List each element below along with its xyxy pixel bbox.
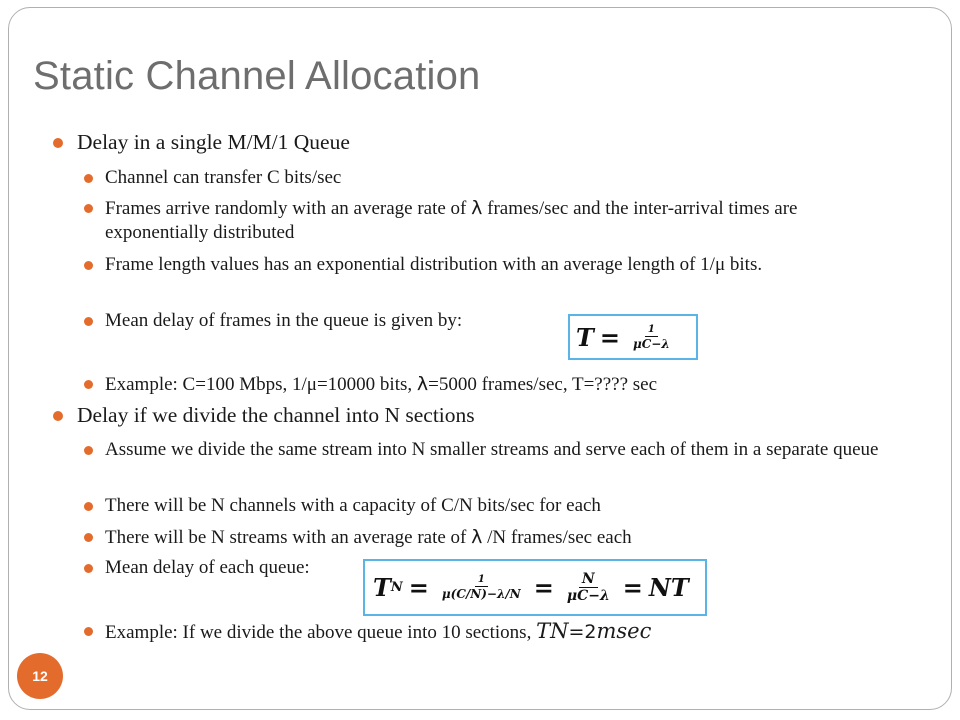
bullet-dot (84, 204, 93, 213)
lambda-symbol: λ (471, 197, 483, 219)
section1-bullet-4: Mean delay of frames in the queue is given by: (105, 309, 565, 333)
bullet-dot (84, 174, 93, 183)
section1-bullet-5: Example: C=100 Mbps, 1/μ=10000 bits, λ=5000 frames/sec, T=???? sec (105, 372, 895, 397)
section1-bullet-1: Channel can transfer C bits/sec (105, 166, 895, 190)
bullet-dot (84, 627, 93, 636)
formula-fraction: $\frac{1}{\mu C-\lambda}$ (632, 323, 670, 351)
bullet-dot (53, 411, 63, 421)
slide-title: Static Channel Allocation (33, 54, 481, 98)
bullet-dot (84, 317, 93, 326)
section2-bullet-5: Example: If we divide the above queue into 10 sections, TN=2msec (105, 619, 895, 645)
lambda-symbol: λ (416, 373, 429, 395)
section2-bullet-2: There will be N channels with a capacity of C/N bits/sec for each (105, 494, 895, 518)
section1-bullet-3: Frame length values has an exponential distribution with an average length of 1/μ bits. (105, 253, 895, 277)
bullet-dot (84, 502, 93, 511)
mean-delay-formula: T = $\frac{1}{\mu C-\lambda}$ (568, 314, 698, 360)
bullet-dot (84, 380, 93, 389)
bullet-dot (84, 446, 93, 455)
section1-bullet-2: Frames arrive randomly with an average rate of λ frames/sec and the inter-arrival times are exponentially distributed (105, 196, 895, 245)
formula-fraction-1: $\frac{1}{\mu(C/N)-\lambda/N}$ (441, 574, 521, 601)
bullet-dot (53, 138, 63, 148)
section2-heading: Delay if we divide the channel into N sections (77, 403, 475, 428)
bullet-dot (84, 261, 93, 270)
lambda-symbol: λ (471, 526, 483, 548)
slide-number-badge: 12 (17, 653, 63, 699)
section1-heading: Delay in a single M/M/1 Queue (77, 130, 350, 155)
per-queue-delay-formula: T N = $\frac{1}{\mu(C/N)-\lambda/N}$ = $\frac{N}{\mu C-\lambda}$ = NT (363, 559, 707, 616)
formula-fraction-2: $\frac{N}{\mu C-\lambda}$ (566, 571, 610, 604)
bullet-dot (84, 533, 93, 542)
section2-bullet-3: There will be N streams with an average rate of λ /N frames/sec each (105, 525, 895, 550)
section2-bullet-1: Assume we divide the same stream into N smaller streams and serve each of them in a separate queue (105, 438, 895, 462)
bullet-dot (84, 564, 93, 573)
section2-bullet-4: Mean delay of each queue: (105, 556, 365, 580)
